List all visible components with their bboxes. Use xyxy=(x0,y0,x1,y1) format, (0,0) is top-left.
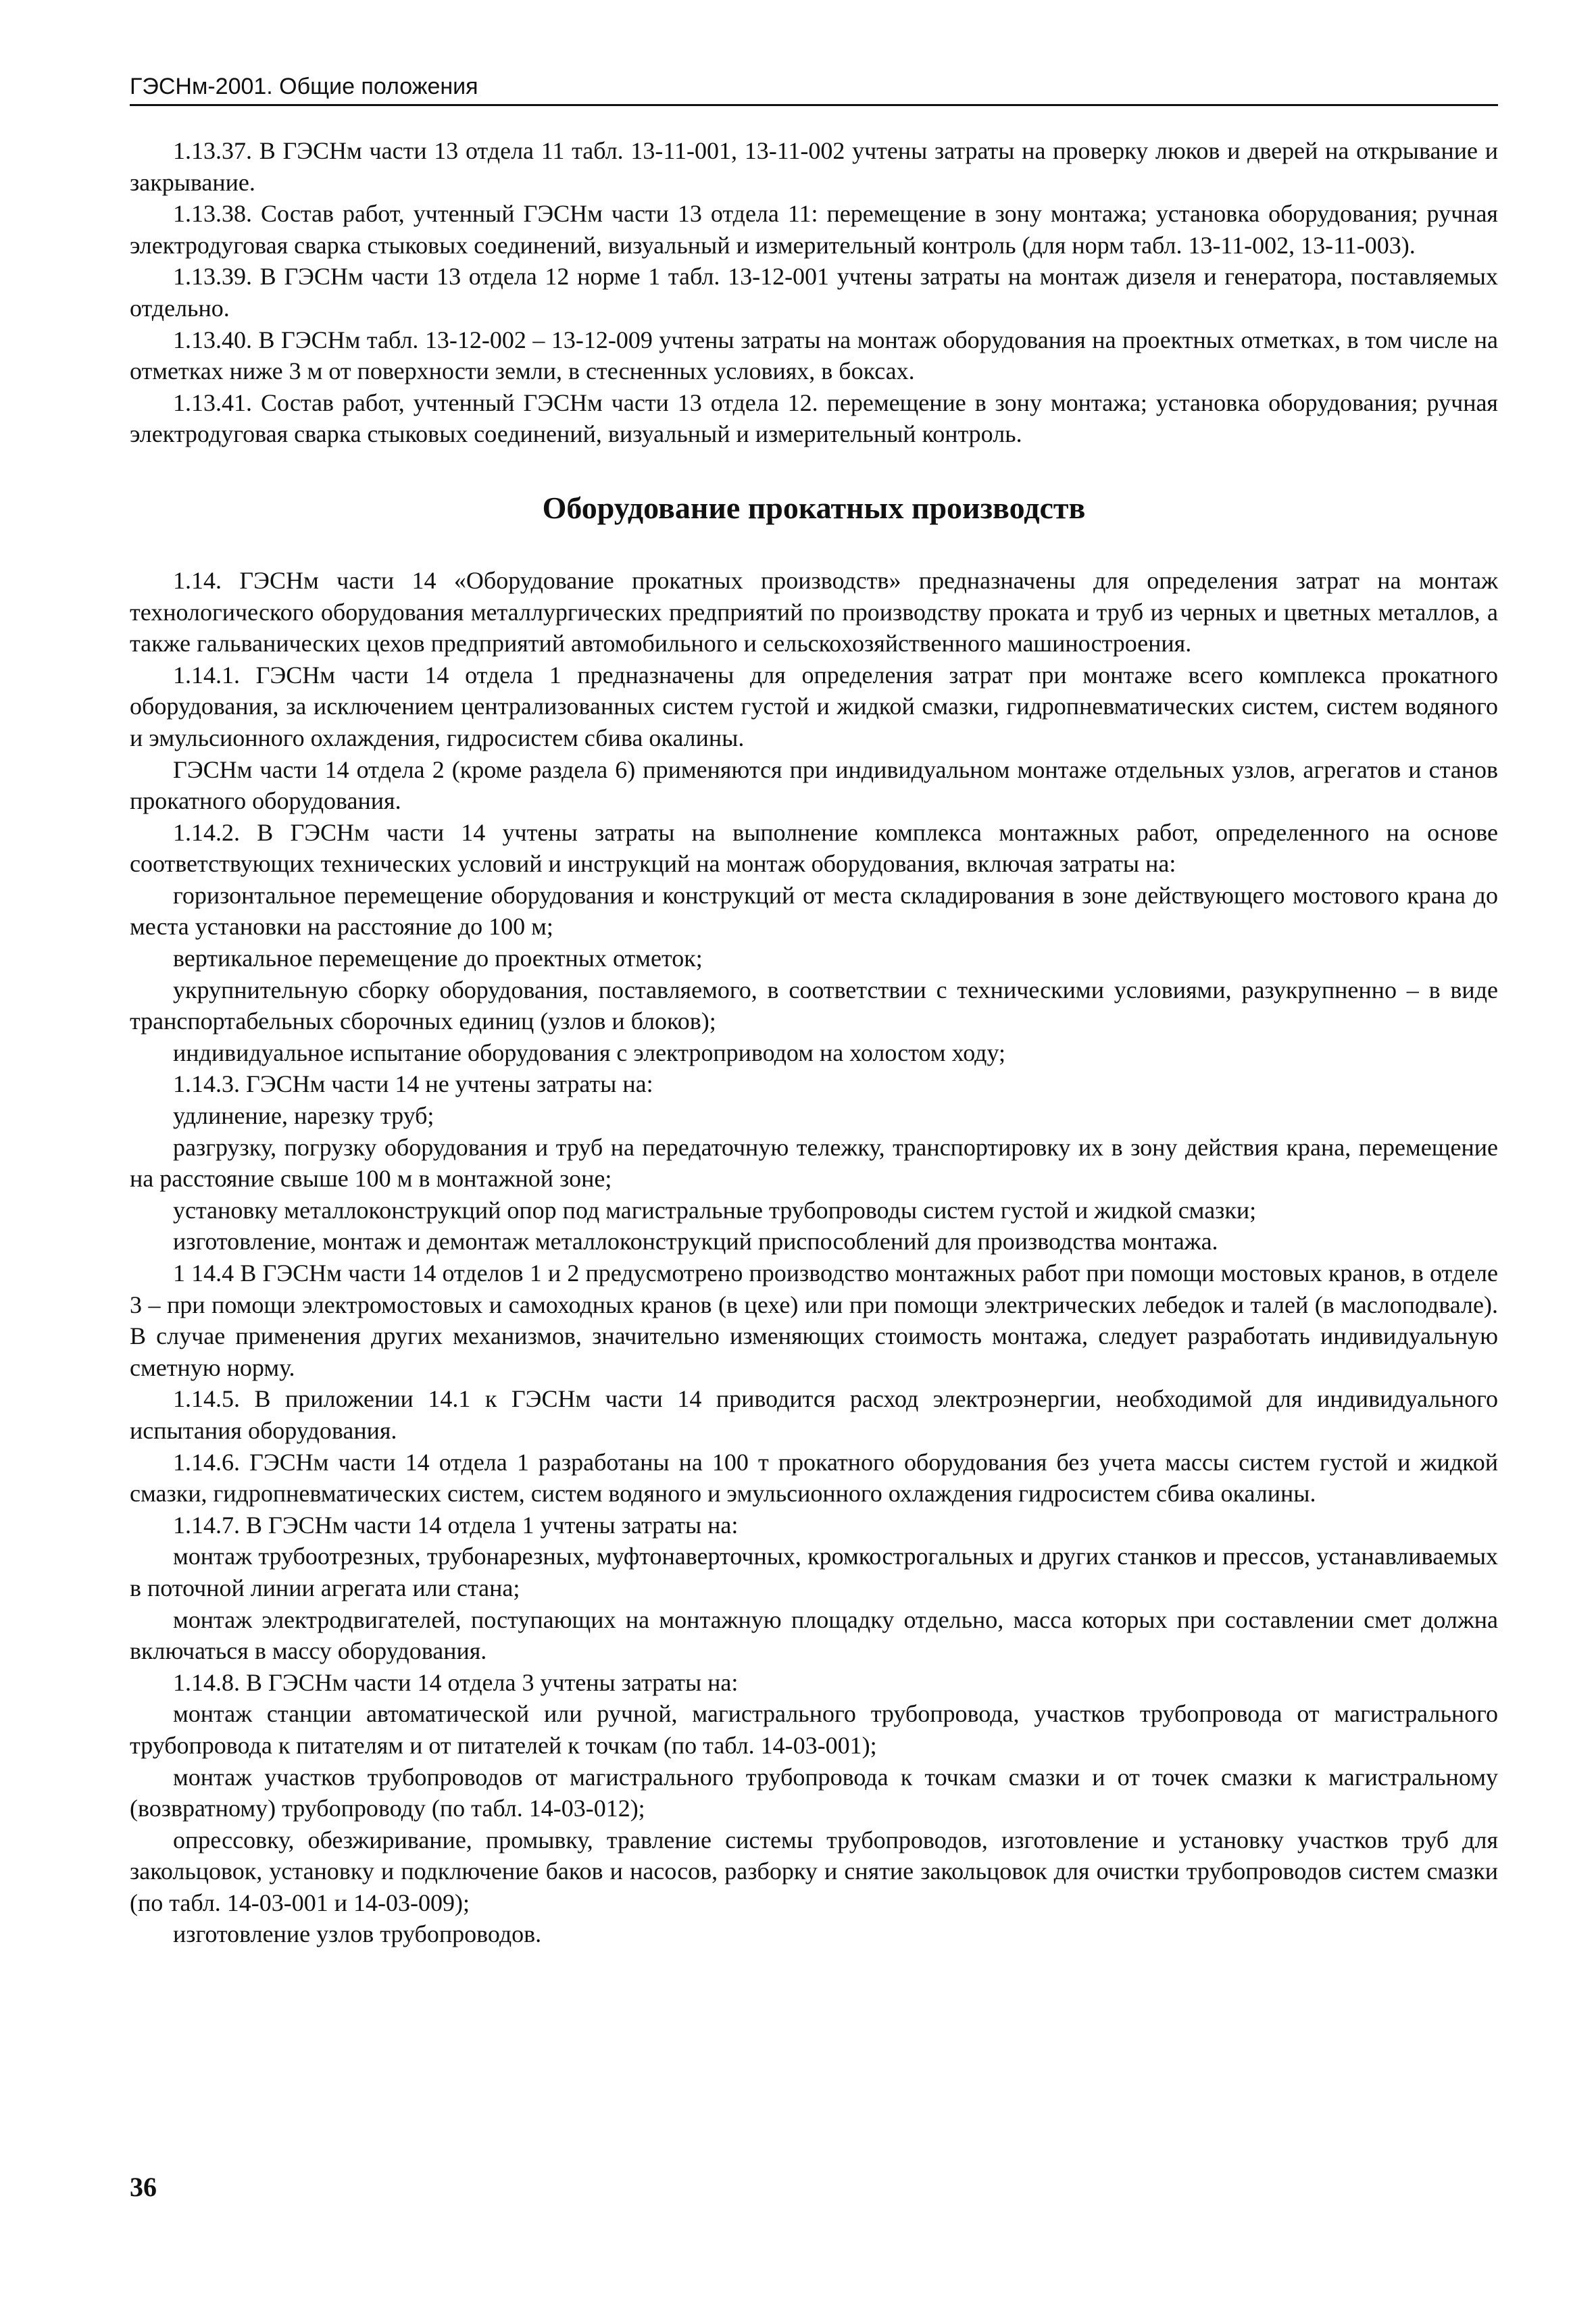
section-title: Оборудование прокатных производств xyxy=(542,490,1086,525)
list-item: монтаж участков трубопроводов от магистрального трубопровода к точкам смазки и от точек смазки к магистральному (возвратному) трубопроводу (по табл. 14-03-012); xyxy=(130,1763,1498,1822)
list-item: изготовление узлов трубопроводов. xyxy=(173,1920,542,1948)
paragraph: 1.14.7. В ГЭСНм части 14 отдела 1 учтены затраты на: xyxy=(173,1511,739,1539)
list-item: монтаж электродвигателей, поступающих на монтажную площадку отдельно, масса которых при составлении смет должна включаться в массу оборудования. xyxy=(130,1605,1498,1665)
paragraph: 1.14.1. ГЭСНм части 14 отдела 1 предназначены для определения затрат при монтаже всего комплекса прокатного оборудования, за исключением централизованных систем густой и жидкой смазки, гидропневматических систем, систем водяного и эмульсионного охлаждения, гидросистем сбива окалины. xyxy=(130,661,1498,751)
list-item: укрупнительную сборку оборудования, поставляемого, в соответствии с техническими условиями, разукрупненно – в виде транспортабельных сборочных единиц (узлов и блоков); xyxy=(130,976,1498,1035)
list-item: разгрузку, погрузку оборудования и труб на передаточную тележку, транспортировку их в зону действия крана, перемещение на расстояние свыше 100 м в монтажной зоне; xyxy=(130,1133,1498,1193)
paragraph: ГЭСНм части 14 отдела 2 (кроме раздела 6) применяются при индивидуальном монтаже отдельных узлов, агрегатов и станов прокатного оборудования. xyxy=(130,755,1498,815)
list-item: изготовление, монтаж и демонтаж металлоконструкций приспособлений для производства монтажа. xyxy=(173,1228,1218,1255)
paragraph: 1.13.41. Состав работ, учтенный ГЭСНм части 13 отдела 12. перемещение в зону монтажа; установка оборудования; ручная электродуговая сварка стыковых соединений, визуальный и измерительный контроль. xyxy=(130,389,1498,448)
running-header: ГЭСНм-2001. Общие положения xyxy=(130,72,1498,106)
list-item: индивидуальное испытание оборудования с электроприводом на холостом ходу; xyxy=(173,1039,1006,1066)
paragraph: 1.14.6. ГЭСНм части 14 отдела 1 разработаны на 100 т прокатного оборудования без учета массы систем густой и жидкой смазки, гидропневматических систем, систем водяного и эмульсионного охлаждения гидросистем сбива окалины. xyxy=(130,1448,1498,1508)
list-item: установку металлоконструкций опор под магистральные трубопроводы систем густой и жидкой смазки; xyxy=(173,1196,1257,1224)
paragraph: 1.14.2. В ГЭСНм части 14 учтены затраты на выполнение комплекса монтажных работ, определенного на основе соответствующих технических условий и инструкций на монтаж оборудования, включая затраты на: xyxy=(130,818,1498,878)
list-item: опрессовку, обезжиривание, промывку, травление системы трубопроводов, изготовление и установку участков труб для закольцовок, установку и подключение баков и насосов, разборку и снятие закольцовок для очистки трубопроводов систем смазки (по табл. 14-03-001 и 14-03-009); xyxy=(130,1826,1498,1916)
paragraph: 1.14.8. В ГЭСНм части 14 отдела 3 учтены затраты на: xyxy=(173,1668,739,1696)
page-number: 36 xyxy=(130,2172,157,2202)
document-body xyxy=(130,135,1498,1950)
paragraph: 1.13.39. В ГЭСНм части 13 отдела 12 норме 1 табл. 13-12-001 учтены затраты на монтаж дизеля и генератора, поставляемых отдельно. xyxy=(130,263,1498,322)
list-item: горизонтальное перемещение оборудования и конструкций от места складирования в зоне действующего мостового крана до места установки на расстояние до 100 м; xyxy=(130,881,1498,941)
list-item: монтаж трубоотрезных, трубонарезных, муфтонаверточных, кромкострогальных и других станков и прессов, устанавливаемых в поточной линии агрегата или стана; xyxy=(130,1543,1498,1601)
list-item: вертикальное перемещение до проектных отметок; xyxy=(173,945,703,972)
paragraph: 1.14.5. В приложении 14.1 к ГЭСНм части 14 приводится расход электроэнергии, необходимой для индивидуального испытания оборудования. xyxy=(130,1385,1498,1444)
paragraph: 1.14. ГЭСНм части 14 «Оборудование прокатных производств» предназначены для определения затрат на монтаж технологического оборудования металлургических предприятий по производству проката и труб из черных и цветных металлов, а также гальванических цехов предприятий автомобильного и сельскохозяйственного машиностроения. xyxy=(130,566,1498,657)
paragraph: 1.13.40. В ГЭСНм табл. 13-12-002 – 13-12-009 учтены затраты на монтаж оборудования на проектных отметках, в том числе на отметках ниже 3 м от поверхности земли, в стесненных условиях, в боксах. xyxy=(130,326,1498,385)
paragraph: 1.14.3. ГЭСНм части 14 не учтены затраты на: xyxy=(173,1070,653,1098)
list-item: монтаж станции автоматической или ручной, магистрального трубопровода, участков трубопровода от магистрального трубопровода к питателям и от питателей к точкам (по табл. 14-03-001); xyxy=(130,1700,1498,1759)
paragraph: 1.13.37. В ГЭСНм части 13 отдела 11 табл. 13-11-001, 13-11-002 учтены затраты на проверку люков и дверей на открывание и закрывание. xyxy=(130,137,1498,196)
paragraph: 1.13.38. Состав работ, учтенный ГЭСНм части 13 отдела 11: перемещение в зону монтажа; установка оборудования; ручная электродуговая сварка стыковых соединений, визуальный и измерительный контроль (для норм табл. 13-11-002, 13-11-003). xyxy=(130,200,1498,259)
list-item: удлинение, нарезку труб; xyxy=(173,1102,434,1130)
paragraph: 1 14.4 В ГЭСНм части 14 отделов 1 и 2 предусмотрено производство монтажных работ при помощи мостовых кранов, в отделе 3 – при помощи электромостовых и самоходных кранов (в цехе) или при помощи электрических лебедок и талей (в маслоподвале). В случае применения других механизмов, значительно изменяющих стоимость монтажа, следует разработать индивидуальную сметную норму. xyxy=(130,1260,1498,1381)
